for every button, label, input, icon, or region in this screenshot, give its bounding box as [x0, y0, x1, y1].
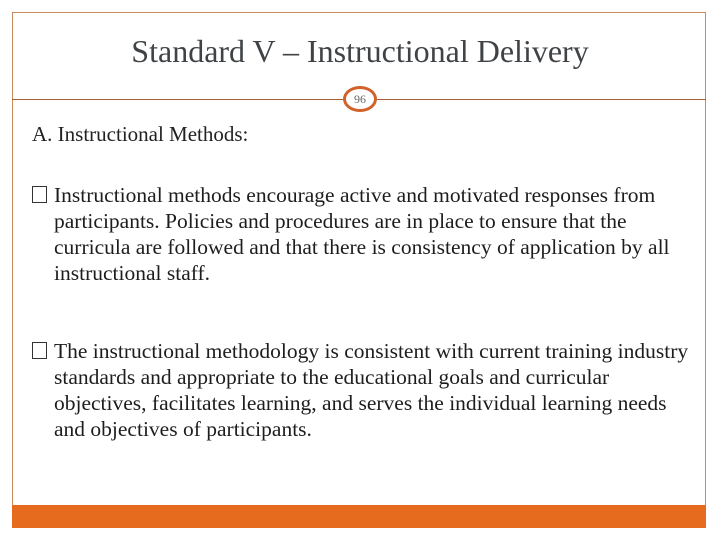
page-number-badge: 96	[343, 86, 377, 112]
footer-accent-bar	[12, 505, 706, 528]
bullet-item	[32, 182, 697, 286]
bullet-item	[32, 338, 697, 442]
bullet-box-icon	[32, 342, 47, 359]
slide-title: Standard V – Instructional Delivery	[131, 33, 589, 69]
bullet-text: The instructional methodology is consistent with current training industry standards and appropriate to the educational goals and curricular objectives, facilitates learning, and serves the individual learning needs and objectives of participants.	[54, 339, 689, 441]
bullet-box-icon	[32, 186, 47, 203]
bullet-text: Instructional methods encourage active and motivated responses from participants. Policies and procedures are in place to ensure that the curricula are followed and that there is consistency of application by all instructional staff.	[54, 183, 670, 285]
section-subheading: A. Instructional Methods:	[32, 122, 249, 146]
